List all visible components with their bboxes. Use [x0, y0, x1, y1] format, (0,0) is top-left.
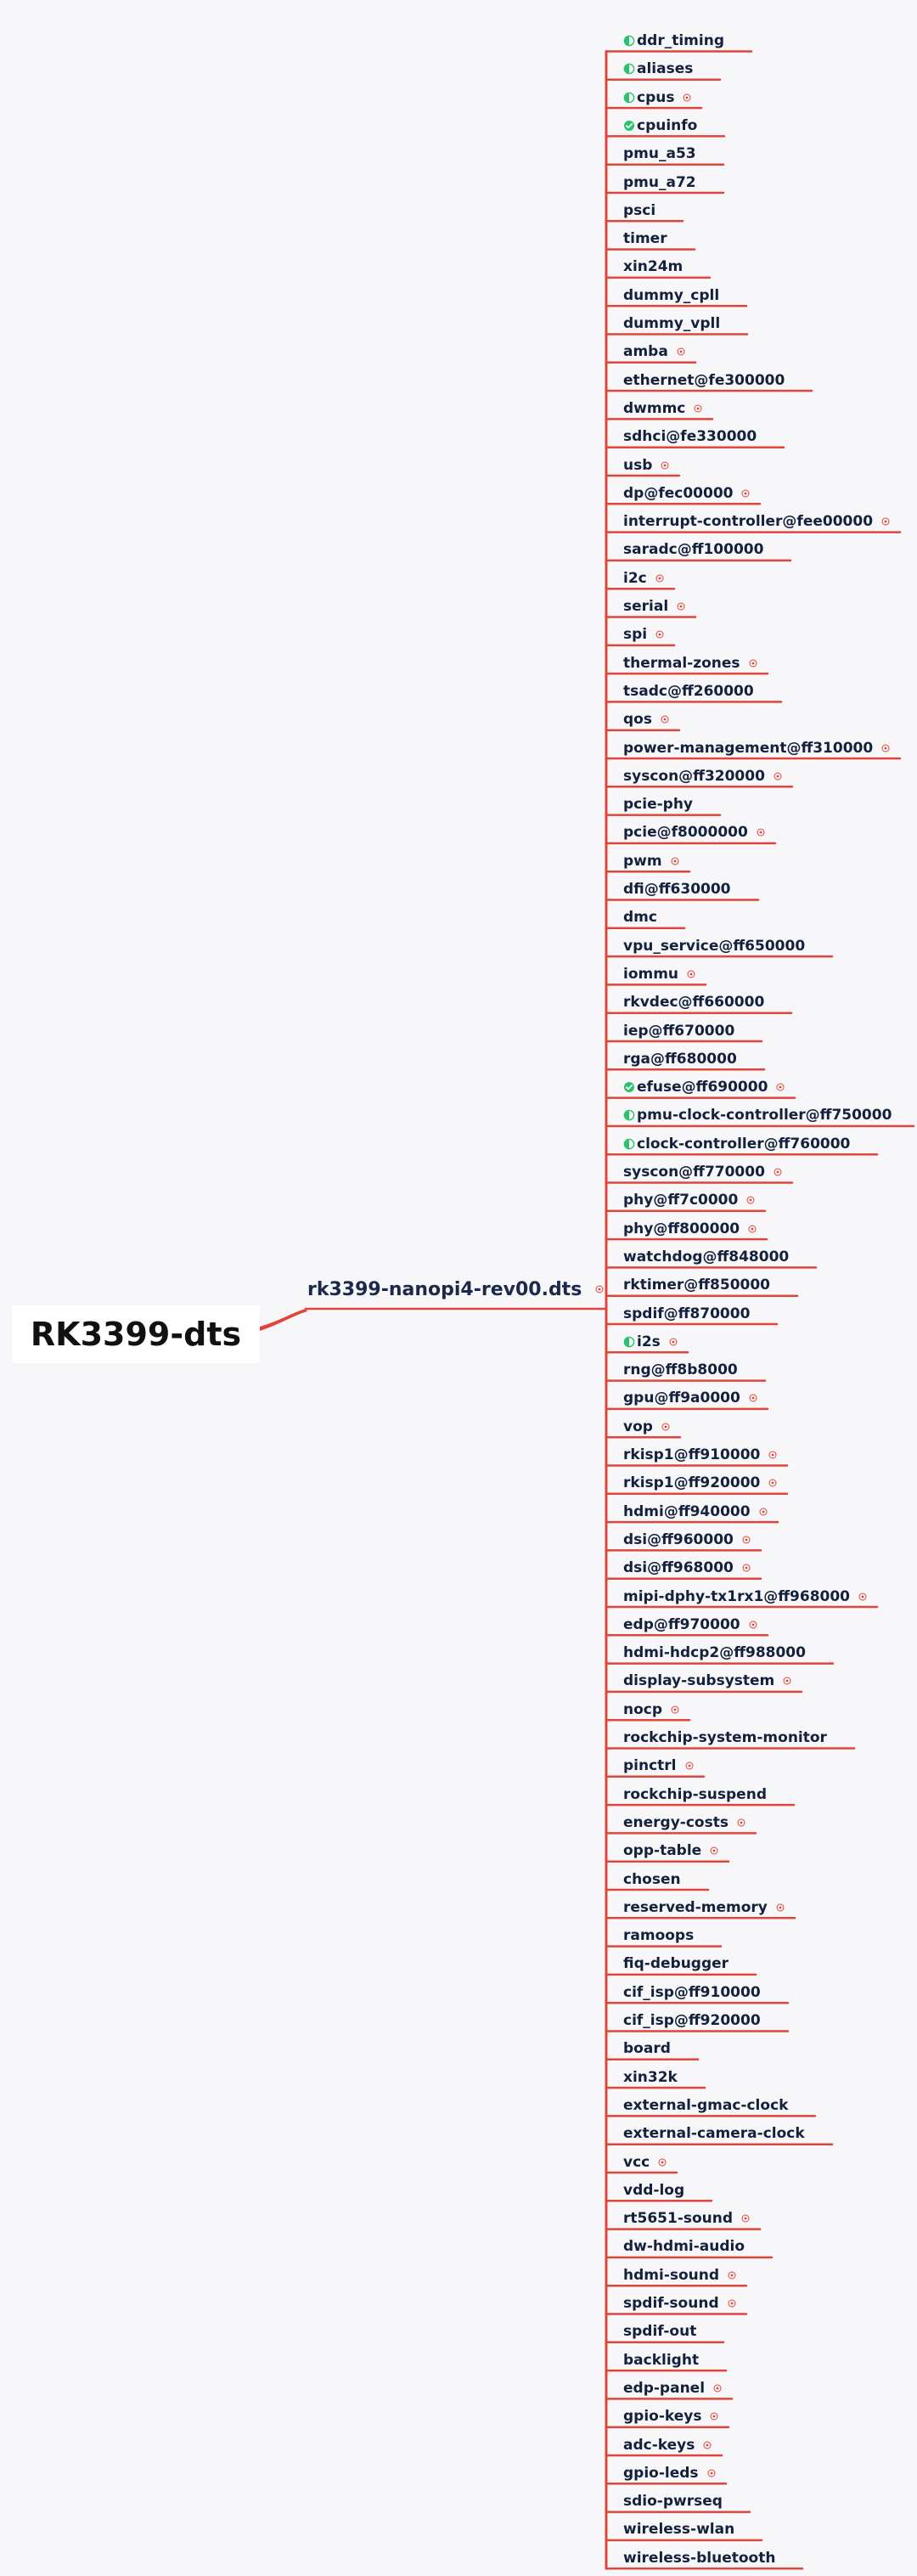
child-topic-label: hdmi-hdcp2@ff988000 [623, 1644, 806, 1662]
child-topic-external-gmac-clock[interactable] [623, 2097, 788, 2114]
child-topic-label: clock-controller@ff760000 [637, 1135, 851, 1153]
child-topic-label: dsi@ff968000 [623, 1559, 734, 1577]
child-topic-pmu-clock-controller-ff750000[interactable] [623, 1107, 892, 1124]
child-topic-label: wireless-bluetooth [623, 2549, 776, 2567]
dts-file-topic[interactable]: rk3399-nanopi4-rev00.dts [307, 1279, 582, 1300]
child-topic-dummy-vpll[interactable] [623, 315, 720, 332]
collapse-toggle-icon[interactable] [595, 1285, 604, 1294]
child-topic-label: pinctrl [623, 1757, 677, 1775]
child-topic-spi[interactable] [623, 626, 664, 643]
child-topic-gpu-ff9a0000[interactable] [623, 1389, 757, 1406]
collapse-toggle-icon[interactable] [728, 2271, 736, 2280]
child-topic-label: reserved-memory [623, 1898, 768, 1916]
child-topic-label: syscon@ff320000 [623, 767, 765, 785]
child-topic-label: spdif@ff870000 [623, 1305, 751, 1322]
collapse-toggle-icon[interactable] [669, 1338, 678, 1346]
collapse-toggle-icon[interactable] [685, 1761, 694, 1770]
child-topic-label: cpuinfo [637, 116, 698, 134]
child-topic-label: spdif-sound [623, 2295, 719, 2312]
child-topic-label: edp@ff970000 [623, 1615, 740, 1633]
collapse-toggle-icon[interactable] [774, 1168, 782, 1176]
child-topic-label: board [623, 2040, 671, 2058]
child-topic-rockchip-system-monitor[interactable] [623, 1729, 827, 1746]
child-topic-rkisp1-ff920000[interactable] [623, 1474, 777, 1491]
child-topic-label: phy@ff7c0000 [623, 1192, 739, 1209]
child-topic-pcie-f8000000[interactable] [623, 824, 765, 841]
child-topic-label: vop [623, 1418, 653, 1435]
collapse-toggle-icon[interactable] [661, 715, 669, 724]
collapse-toggle-icon[interactable] [741, 2214, 750, 2223]
collapse-toggle-icon[interactable] [757, 828, 765, 837]
child-topic-label: edp-panel [623, 2379, 706, 2397]
child-topic-spdif-ff870000[interactable] [623, 1305, 750, 1322]
child-topic-reserved-memory[interactable] [623, 1899, 785, 1916]
collapse-toggle-icon[interactable] [677, 347, 685, 356]
collapse-toggle-icon[interactable] [749, 1394, 757, 1402]
child-topic-cpus[interactable] [623, 89, 691, 106]
child-topic-wireless-bluetooth[interactable] [623, 2550, 775, 2567]
child-topic-label: iommu [623, 965, 679, 983]
child-topic-dsi-ff960000[interactable] [623, 1531, 751, 1548]
collapse-toggle-icon[interactable] [687, 970, 695, 978]
root-connector [260, 1309, 307, 1331]
collapse-toggle-icon[interactable] [737, 1818, 745, 1827]
child-topic-label: external-camera-clock [623, 2125, 805, 2143]
child-topic-board[interactable] [623, 2040, 671, 2057]
child-topic-psci[interactable] [623, 202, 655, 219]
child-topic-label: ddr_timing [637, 32, 724, 49]
child-topic-label: dummy_vpll [623, 315, 721, 332]
child-topic-xin32k[interactable] [623, 2069, 678, 2086]
collapse-toggle-icon[interactable] [677, 602, 685, 611]
child-topic-timer[interactable] [623, 230, 667, 247]
child-topic-rng-ff8b8000[interactable] [623, 1361, 738, 1378]
child-topic-vpu-service-ff650000[interactable] [623, 938, 805, 955]
child-topic-label: rga@ff680000 [623, 1050, 737, 1068]
child-topic-clock-controller-ff760000[interactable] [623, 1136, 850, 1153]
child-topic-thermal-zones[interactable] [623, 655, 757, 672]
child-topic-label: iep@ff670000 [623, 1022, 735, 1040]
child-topic-gpio-leds[interactable] [623, 2465, 716, 2482]
child-topic-label: chosen [623, 1870, 681, 1888]
child-topic-label: gpio-keys [623, 2408, 702, 2426]
child-topic-vdd-log[interactable] [623, 2182, 684, 2199]
child-topic-label: nocp [623, 1700, 663, 1718]
child-topic-pinctrl[interactable] [623, 1757, 694, 1774]
child-topic-label: pcie-phy [623, 796, 694, 814]
child-topic-adc-keys[interactable] [623, 2437, 712, 2454]
collapse-toggle-icon[interactable] [881, 744, 890, 753]
task-half-done-icon [623, 35, 635, 47]
child-topic-backlight[interactable] [623, 2352, 699, 2369]
child-topic-i2c[interactable] [623, 570, 664, 587]
child-topic-vcc[interactable] [623, 2154, 667, 2171]
child-topic-label: cif_isp@ff910000 [623, 1983, 761, 2001]
child-topic-label: pmu_a53 [623, 145, 696, 163]
child-topic-label: watchdog@ff848000 [623, 1248, 790, 1265]
child-topic-dmc[interactable] [623, 909, 657, 926]
child-topic-label: gpio-leds [623, 2464, 699, 2482]
child-topic-hdmi-ff940000[interactable] [623, 1503, 768, 1520]
child-topic-label: rktimer@ff850000 [623, 1277, 771, 1294]
collapse-toggle-icon[interactable] [749, 659, 757, 668]
child-topic-label: xin32k [623, 2068, 678, 2086]
child-topic-label: vcc [623, 2153, 650, 2171]
collapse-toggle-icon[interactable] [748, 1225, 757, 1233]
child-topic-label: wireless-wlan [623, 2521, 735, 2539]
child-topic-label: tsadc@ff260000 [623, 682, 754, 700]
child-topic-aliases[interactable] [623, 60, 693, 77]
child-topic-mipi-dphy-tx1rx1-ff968000[interactable] [623, 1588, 867, 1605]
child-topic-label: i2c [623, 569, 647, 587]
task-half-done-icon [623, 1336, 635, 1348]
child-topic-spdif-sound[interactable] [623, 2295, 736, 2312]
child-topic-pwm[interactable] [623, 853, 679, 870]
child-topic-display-subsystem[interactable] [623, 1672, 791, 1689]
child-topic-sdhci-fe330000[interactable] [623, 428, 757, 445]
child-topic-energy-costs[interactable] [623, 1814, 745, 1831]
child-topic-cif-isp-ff920000[interactable] [623, 2012, 761, 2029]
child-topic-label: cpus [637, 88, 675, 106]
child-topic-spdif-out[interactable] [623, 2323, 696, 2340]
collapse-toggle-icon[interactable] [655, 630, 664, 639]
child-topic-label: spi [623, 626, 648, 644]
collapse-toggle-icon[interactable] [713, 2384, 722, 2393]
child-topic-iommu[interactable] [623, 966, 695, 983]
child-topic-iep-ff670000[interactable] [623, 1023, 734, 1040]
child-topic-label: dsi@ff960000 [623, 1530, 734, 1548]
child-topic-label: aliases [637, 60, 694, 78]
child-topic-rga-ff680000[interactable] [623, 1051, 737, 1068]
collapse-toggle-icon[interactable] [728, 2299, 736, 2308]
child-topic-label: thermal-zones [623, 654, 740, 672]
child-topic-label: adc-keys [623, 2436, 695, 2454]
child-topic-label: pmu-clock-controller@ff750000 [637, 1107, 892, 1125]
child-topic-edp-ff970000[interactable] [623, 1616, 757, 1633]
root-topic-label: RK3399-dts [30, 1316, 242, 1353]
child-topic-i2s[interactable] [623, 1333, 678, 1350]
collapse-toggle-icon[interactable] [776, 1903, 785, 1912]
task-complete-icon [623, 1081, 635, 1093]
child-topic-amba[interactable] [623, 343, 685, 360]
collapse-toggle-icon[interactable] [768, 1479, 777, 1487]
collapse-toggle-icon[interactable] [749, 1621, 757, 1629]
child-topic-label: hdmi-sound [623, 2266, 720, 2284]
child-topic-fiq-debugger[interactable] [623, 1955, 729, 1972]
task-half-done-icon [623, 1109, 635, 1121]
child-topic-label: saradc@ff100000 [623, 541, 764, 559]
child-topic-chosen[interactable] [623, 1871, 681, 1888]
child-topic-vop[interactable] [623, 1418, 670, 1435]
child-topic-label: gpu@ff9a0000 [623, 1389, 740, 1407]
child-topic-dfi-ff630000[interactable] [623, 881, 731, 898]
child-topic-pmu-a72[interactable] [623, 174, 696, 191]
collapse-toggle-icon[interactable] [742, 1536, 751, 1544]
collapse-toggle-icon[interactable] [671, 1705, 679, 1714]
child-topic-label: cif_isp@ff920000 [623, 2012, 761, 2029]
collapse-toggle-icon[interactable] [710, 2412, 718, 2421]
child-topic-label: mipi-dphy-tx1rx1@ff968000 [623, 1587, 851, 1605]
child-topic-xin24m[interactable] [623, 258, 683, 275]
child-topic-serial[interactable] [623, 598, 685, 615]
child-topic-hdmi-hdcp2-ff988000[interactable] [623, 1644, 806, 1661]
child-topic-saradc-ff100000[interactable] [623, 541, 763, 558]
child-topic-label: vpu_service@ff650000 [623, 937, 806, 955]
child-topic-ramoops[interactable] [623, 1927, 694, 1944]
child-topic-label: energy-costs [623, 1813, 729, 1831]
child-topic-label: rockchip-suspend [623, 1785, 767, 1803]
child-topic-label: rkisp1@ff920000 [623, 1474, 761, 1492]
child-topic-dummy-cpll[interactable] [623, 287, 719, 304]
child-topic-cpuinfo[interactable] [623, 117, 697, 134]
child-topic-label: sdhci@fe330000 [623, 428, 757, 446]
child-topic-label: efuse@ff690000 [637, 1079, 768, 1096]
child-topic-ddr-timing[interactable] [623, 32, 724, 49]
child-topic-label: rkisp1@ff910000 [623, 1446, 761, 1463]
root-topic[interactable] [12, 1305, 260, 1363]
child-topic-usb[interactable] [623, 457, 669, 474]
child-topic-label: power-management@ff310000 [623, 739, 874, 757]
collapse-toggle-icon[interactable] [746, 1196, 755, 1204]
child-topic-label: phy@ff800000 [623, 1220, 740, 1237]
collapse-toggle-icon[interactable] [683, 93, 691, 102]
child-topic-label: i2s [637, 1333, 661, 1350]
collapse-toggle-icon[interactable] [858, 1592, 867, 1601]
child-topic-rockchip-suspend[interactable] [623, 1786, 767, 1803]
child-topic-label: pwm [623, 852, 662, 870]
child-topic-rktimer-ff850000[interactable] [623, 1277, 770, 1294]
child-topic-label: timer [623, 230, 667, 248]
collapse-toggle-icon[interactable] [881, 517, 890, 526]
child-topic-rt5651-sound[interactable] [623, 2210, 750, 2227]
child-topic-sdio-pwrseq[interactable] [623, 2493, 723, 2510]
child-topic-label: amba [623, 343, 668, 361]
child-topic-label: rt5651-sound [623, 2210, 734, 2228]
child-topic-label: qos [623, 711, 652, 729]
child-topic-rkisp1-ff910000[interactable] [623, 1446, 777, 1463]
task-half-done-icon [623, 92, 635, 104]
collapse-toggle-icon[interactable] [759, 1508, 768, 1516]
child-topic-gpio-keys[interactable] [623, 2408, 718, 2425]
task-complete-icon [623, 120, 635, 132]
child-topic-qos[interactable] [623, 711, 669, 728]
child-topic-label: dummy_cpll [623, 286, 720, 304]
child-topic-efuse-ff690000[interactable] [623, 1079, 785, 1096]
task-half-done-icon [623, 1138, 635, 1150]
collapse-toggle-icon[interactable] [774, 772, 782, 781]
child-topic-tsadc-ff260000[interactable] [623, 683, 754, 700]
child-topic-dw-hdmi-audio[interactable] [623, 2238, 745, 2255]
child-topic-label: dp@fec00000 [623, 484, 734, 502]
child-topic-pcie-phy[interactable] [623, 796, 693, 813]
child-topic-hdmi-sound[interactable] [623, 2267, 736, 2284]
collapse-toggle-icon[interactable] [658, 2158, 667, 2167]
child-topic-phy-ff800000[interactable] [623, 1220, 757, 1237]
child-topic-label: opp-table [623, 1842, 702, 1860]
child-topic-opp-table[interactable] [623, 1842, 718, 1859]
child-topic-label: psci [623, 201, 656, 219]
task-half-done-icon [623, 63, 635, 75]
collapse-toggle-icon[interactable] [768, 1451, 777, 1459]
child-topic-label: vdd-log [623, 2181, 685, 2199]
child-topic-edp-panel[interactable] [623, 2380, 722, 2397]
child-topic-label: dmc [623, 909, 657, 927]
collapse-toggle-icon[interactable] [703, 2441, 712, 2449]
child-topic-label: rkvdec@ff660000 [623, 994, 765, 1012]
child-topic-label: hdmi@ff940000 [623, 1502, 751, 1520]
child-topic-label: external-gmac-clock [623, 2096, 789, 2114]
child-topic-label: pcie@f8000000 [623, 824, 748, 842]
child-topic-label: fiq-debugger [623, 1955, 729, 1973]
child-topic-external-camera-clock[interactable] [623, 2125, 805, 2142]
child-topic-label: backlight [623, 2351, 700, 2369]
child-topic-label: display-subsystem [623, 1672, 775, 1690]
collapse-toggle-icon[interactable] [783, 1677, 791, 1685]
child-topic-power-management-ff310000[interactable] [623, 740, 890, 757]
child-topic-label: sdio-pwrseq [623, 2493, 723, 2511]
child-topic-label: usb [623, 456, 653, 474]
child-topic-label: dfi@ff630000 [623, 881, 731, 898]
child-topic-label: rng@ff8b8000 [623, 1361, 738, 1379]
child-topic-cif-isp-ff910000[interactable] [623, 1984, 761, 2001]
collapse-toggle-icon[interactable] [776, 1083, 785, 1091]
child-topic-phy-ff7c0000[interactable] [623, 1192, 755, 1209]
child-topic-label: spdif-out [623, 2323, 697, 2341]
child-topic-label: rockchip-system-monitor [623, 1729, 827, 1746]
child-topic-nocp[interactable] [623, 1701, 679, 1718]
child-topic-label: dwmmc [623, 399, 686, 417]
collapse-toggle-icon[interactable] [694, 404, 702, 413]
child-topic-interrupt-controller-fee00000[interactable] [623, 513, 890, 530]
child-topic-label: syscon@ff770000 [623, 1164, 765, 1181]
child-topic-dp-fec00000[interactable] [623, 485, 750, 502]
child-topic-pmu-a53[interactable] [623, 145, 696, 162]
child-topic-syscon-ff770000[interactable] [623, 1164, 782, 1181]
child-topic-label: interrupt-controller@fee00000 [623, 513, 874, 531]
collapse-toggle-icon[interactable] [710, 1846, 718, 1855]
collapse-toggle-icon[interactable] [671, 857, 679, 865]
child-topic-label: dw-hdmi-audio [623, 2238, 745, 2256]
child-topic-label: pmu_a72 [623, 173, 696, 191]
child-topic-label: serial [623, 598, 669, 615]
collapse-toggle-icon[interactable] [661, 1423, 670, 1431]
collapse-toggle-icon[interactable] [741, 489, 750, 498]
collapse-toggle-icon[interactable] [655, 574, 664, 583]
child-topic-label: ramoops [623, 1927, 695, 1945]
child-topic-dwmmc[interactable] [623, 400, 702, 417]
child-topic-wireless-wlan[interactable] [623, 2521, 734, 2538]
collapse-toggle-icon[interactable] [661, 461, 669, 470]
child-topic-watchdog-ff848000[interactable] [623, 1249, 789, 1265]
child-topic-dsi-ff968000[interactable] [623, 1559, 751, 1576]
child-topic-label: xin24m [623, 258, 684, 276]
collapse-toggle-icon[interactable] [742, 1564, 751, 1572]
child-topic-rkvdec-ff660000[interactable] [623, 994, 764, 1011]
collapse-toggle-icon[interactable] [707, 2469, 716, 2477]
child-topic-ethernet-fe300000[interactable] [623, 372, 785, 389]
child-topic-label: ethernet@fe300000 [623, 371, 785, 389]
child-topic-syscon-ff320000[interactable] [623, 768, 782, 785]
